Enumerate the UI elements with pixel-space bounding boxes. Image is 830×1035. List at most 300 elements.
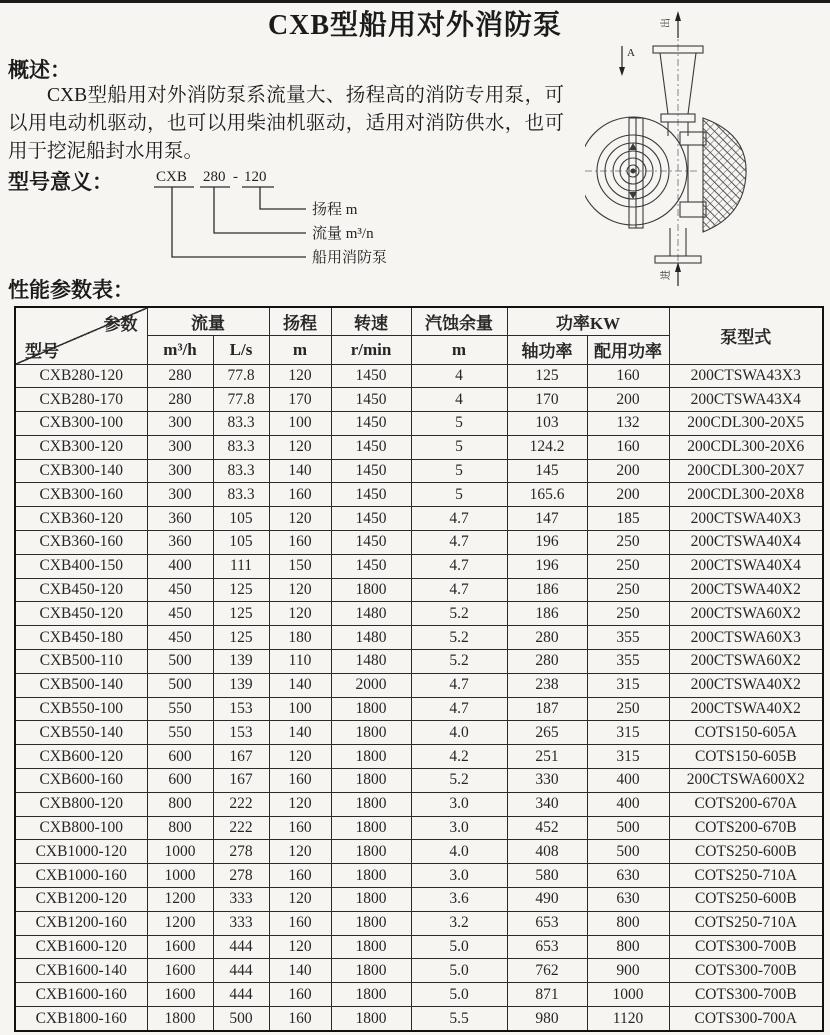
table-cell: 83.3 [213,435,269,459]
model-meaning-heading: 型号意义： [8,170,113,194]
table-row [15,650,823,674]
table-cell: 83.3 [213,459,269,483]
table-cell: 120 [269,840,331,864]
table-cell: 800 [587,911,669,935]
table-cell: 1800 [331,816,411,840]
table-cell: 140 [269,673,331,697]
table-cell: 120 [269,888,331,912]
table-cell: 200CTSWA40X4 [669,531,823,555]
table-row [15,816,823,840]
table-cell: 150 [269,554,331,578]
table-cell: CXB300-160 [15,483,147,507]
overview-paragraph: CXB型船用对外消防泵系流量大、扬程高的消防专用泵，可以用电动机驱动，也可以用柴油机驱动，适用对消防供水，也可用于挖泥船封水用泵。 [8,85,564,162]
table-cell: 5 [411,483,507,507]
table-cell: CXB1800-160 [15,1007,147,1031]
table-cell: 160 [587,435,669,459]
table-cell: 5.2 [411,602,507,626]
model-label-flow: 流量 m³/n [312,226,374,242]
corner-model-label: 型号 [25,341,59,361]
table-cell: 4.7 [411,578,507,602]
table-row [15,626,823,650]
header-npsh: 汽蚀余量 [411,307,507,335]
header-speed-unit: r/min [331,335,411,364]
table-cell: 5.2 [411,650,507,674]
header-shaft-power: 轴功率 [507,335,587,364]
table-cell: 4.0 [411,840,507,864]
table-cell: COTS150-605A [669,721,823,745]
table-cell: 5.2 [411,626,507,650]
header-flow: 流量 [147,307,269,335]
table-cell: 1450 [331,507,411,531]
table-cell: 278 [213,840,269,864]
table-cell: 200CTSWA600X2 [669,769,823,793]
table-cell: 1450 [331,364,411,388]
table-cell: CXB800-120 [15,792,147,816]
table-cell: 200CTSWA43X3 [669,364,823,388]
table-cell: 871 [507,983,587,1007]
table-cell: CXB500-140 [15,673,147,697]
table-cell: 500 [147,673,213,697]
table-cell: 1450 [331,483,411,507]
view-a-arrow [619,46,635,76]
header-power: 功率KW [507,307,669,335]
table-cell: 3.0 [411,864,507,888]
table-row [15,554,823,578]
table-cell: 1480 [331,602,411,626]
table-cell: 1800 [331,697,411,721]
table-row [15,911,823,935]
table-cell: 762 [507,959,587,983]
table-cell: 100 [269,697,331,721]
table-row [15,840,823,864]
table-cell: 333 [213,911,269,935]
table-row [15,1007,823,1031]
model-code-head: 120 [244,169,267,185]
table-cell: 5 [411,459,507,483]
table-cell: 1800 [331,864,411,888]
table-cell: 1800 [331,911,411,935]
inlet-label: 进 [661,270,672,280]
table-cell: 500 [147,650,213,674]
table-cell: 200CDL300-20X7 [669,459,823,483]
table-cell: CXB550-140 [15,721,147,745]
table-cell: 77.8 [213,364,269,388]
table-cell: 160 [269,1007,331,1031]
table-cell: 160 [269,816,331,840]
table-cell: CXB1000-160 [15,864,147,888]
table-cell: 4.7 [411,673,507,697]
table-cell: 200CTSWA40X3 [669,507,823,531]
table-cell: 4.2 [411,745,507,769]
table-cell: 160 [269,911,331,935]
table-cell: 5.2 [411,769,507,793]
table-cell: CXB1200-120 [15,888,147,912]
table-cell: 120 [269,935,331,959]
model-code-flow: 280 [203,169,226,185]
table-cell: 120 [269,602,331,626]
table-cell: 200CDL300-20X5 [669,412,823,436]
table-cell: 4.7 [411,531,507,555]
table-cell: 147 [507,507,587,531]
table-row [15,412,823,436]
table-cell: 630 [587,888,669,912]
table-cell: COTS150-605B [669,745,823,769]
motor-end-dome [703,118,746,232]
table-cell: 3.2 [411,911,507,935]
table-cell: CXB1600-140 [15,959,147,983]
table-cell: 408 [507,840,587,864]
table-cell: 900 [587,959,669,983]
table-cell: 167 [213,769,269,793]
table-cell: 300 [147,459,213,483]
table-cell: 222 [213,816,269,840]
table-cell: 140 [269,459,331,483]
table-header-row-1 [15,307,823,335]
table-cell: 111 [213,554,269,578]
table-cell: 153 [213,697,269,721]
table-cell: COTS300-700B [669,983,823,1007]
table-cell: 400 [147,554,213,578]
model-label-pump: 船用消防泵 [312,250,388,266]
header-flow-ls: L/s [213,335,269,364]
table-cell: 200CTSWA40X2 [669,673,823,697]
table-cell: 340 [507,792,587,816]
table-cell: 196 [507,531,587,555]
table-cell: 3.0 [411,792,507,816]
table-cell: 550 [147,697,213,721]
table-cell: CXB400-150 [15,554,147,578]
table-cell: 196 [507,554,587,578]
table-cell: 1800 [331,769,411,793]
table-cell: 187 [507,697,587,721]
table-cell: 600 [147,769,213,793]
table-cell: 5.0 [411,959,507,983]
table-cell: 100 [269,412,331,436]
table-cell: 1800 [331,745,411,769]
table-cell: 452 [507,816,587,840]
table-cell: 1480 [331,626,411,650]
table-cell: 250 [587,554,669,578]
model-code-prefix: CXB [156,169,187,185]
table-row [15,888,823,912]
outlet-flow-arrow [659,11,681,38]
table-cell: COTS200-670B [669,816,823,840]
table-cell: 125 [213,626,269,650]
table-cell: 1600 [147,983,213,1007]
table-cell: 250 [587,531,669,555]
table-row [15,935,823,959]
table-cell: 200CTSWA40X2 [669,697,823,721]
table-cell: 360 [147,531,213,555]
table-cell: 251 [507,745,587,769]
table-cell: 186 [507,578,587,602]
table-cell: CXB600-120 [15,745,147,769]
table-cell: CXB300-120 [15,435,147,459]
table-cell: 105 [213,507,269,531]
table-row [15,864,823,888]
table-cell: 186 [507,602,587,626]
table-cell: 77.8 [213,388,269,412]
table-cell: 200CTSWA60X2 [669,602,823,626]
table-cell: 280 [147,364,213,388]
table-cell: 132 [587,412,669,436]
table-cell: 450 [147,602,213,626]
table-cell: 170 [507,388,587,412]
table-cell: 120 [269,792,331,816]
table-cell: 400 [587,769,669,793]
table-cell: 170 [269,388,331,412]
table-cell: 1450 [331,459,411,483]
table-cell: 1800 [331,721,411,745]
table-cell: 5.0 [411,935,507,959]
table-cell: CXB450-120 [15,578,147,602]
table-cell: 200CDL300-20X8 [669,483,823,507]
performance-parameters-table [14,306,824,1032]
table-cell: 1800 [331,959,411,983]
table-cell: CXB800-100 [15,816,147,840]
table-row [15,697,823,721]
table-cell: 139 [213,673,269,697]
table-cell: 330 [507,769,587,793]
table-cell: CXB1000-120 [15,840,147,864]
table-cell: 450 [147,626,213,650]
table-cell: 125 [507,364,587,388]
table-cell: 200CTSWA60X2 [669,650,823,674]
table-cell: COTS250-600B [669,840,823,864]
header-pump-type: 泵型式 [669,307,823,364]
table-cell: 2000 [331,673,411,697]
table-cell: 280 [507,626,587,650]
table-cell: CXB300-100 [15,412,147,436]
header-npsh-unit: m [411,335,507,364]
table-cell: 1200 [147,911,213,935]
table-cell: 500 [213,1007,269,1031]
table-cell: 103 [507,412,587,436]
table-cell: COTS250-600B [669,888,823,912]
table-row [15,531,823,555]
table-cell: 444 [213,959,269,983]
table-cell: 200CTSWA43X4 [669,388,823,412]
model-label-head: 扬程 m [312,202,358,218]
table-cell: 145 [507,459,587,483]
table-cell: 265 [507,721,587,745]
table-cell: 200CTSWA60X3 [669,626,823,650]
outlet-label: 出 [661,18,672,28]
table-cell: 110 [269,650,331,674]
table-cell: 500 [587,840,669,864]
table-cell: 400 [587,792,669,816]
page-title: CXB型船用对外消防泵 [267,10,563,41]
table-cell: 300 [147,412,213,436]
table-cell: 1000 [147,864,213,888]
table-cell: 4.7 [411,697,507,721]
table-cell: 315 [587,721,669,745]
table-cell: 278 [213,864,269,888]
table-cell: 315 [587,745,669,769]
table-cell: 1120 [587,1007,669,1031]
table-cell: 200 [587,388,669,412]
table-cell: 160 [269,483,331,507]
table-body [15,364,823,1031]
table-cell: CXB280-120 [15,364,147,388]
table-cell: 200CDL300-20X6 [669,435,823,459]
table-cell: 1800 [331,792,411,816]
table-cell: 250 [587,602,669,626]
table-cell: 444 [213,983,269,1007]
table-cell: 120 [269,435,331,459]
table-cell: COTS300-700A [669,1007,823,1031]
table-cell: 4 [411,364,507,388]
table-row [15,483,823,507]
table-cell: 200 [587,459,669,483]
corner-parameter-label: 参数 [103,315,138,334]
table-cell: 1800 [147,1007,213,1031]
table-cell: 1800 [331,983,411,1007]
table-cell: 1450 [331,554,411,578]
table-cell: 4.7 [411,554,507,578]
table-cell: 1800 [331,888,411,912]
table-row [15,507,823,531]
table-row [15,959,823,983]
table-cell: 1450 [331,435,411,459]
corner-header-cell [15,307,147,364]
table-cell: 5.0 [411,983,507,1007]
table-cell: 140 [269,959,331,983]
table-cell: 250 [587,578,669,602]
table-cell: 300 [147,435,213,459]
table-cell: 300 [147,483,213,507]
table-cell: 500 [587,816,669,840]
table-cell: 4.7 [411,507,507,531]
table-cell: 1800 [331,840,411,864]
table-cell: 490 [507,888,587,912]
table-row [15,673,823,697]
table-cell: 550 [147,721,213,745]
table-cell: 800 [587,935,669,959]
table-cell: CXB1600-120 [15,935,147,959]
table-cell: CXB450-120 [15,602,147,626]
table-cell: 4 [411,388,507,412]
table-cell: CXB500-110 [15,650,147,674]
table-cell: 653 [507,935,587,959]
header-speed: 转速 [331,307,411,335]
table-cell: 160 [269,769,331,793]
table-cell: 200CTSWA40X4 [669,554,823,578]
table-cell: 120 [269,578,331,602]
table-cell: 180 [269,626,331,650]
table-cell: 800 [147,792,213,816]
table-cell: 120 [269,507,331,531]
table-cell: 83.3 [213,483,269,507]
table-cell: 160 [269,983,331,1007]
pump-technical-drawing [585,6,830,290]
table-cell: 3.0 [411,816,507,840]
table-cell: 980 [507,1007,587,1031]
header-head: 扬程 [269,307,331,335]
table-cell: 139 [213,650,269,674]
table-cell: 120 [269,364,331,388]
table-cell: 630 [587,864,669,888]
table-cell: 800 [147,816,213,840]
header-rated-power: 配用功率 [587,335,669,364]
table-row [15,721,823,745]
table-row [15,769,823,793]
table-section-heading: 性能参数表： [8,278,134,302]
table-cell: 167 [213,745,269,769]
table-cell: 333 [213,888,269,912]
table-cell: 450 [147,578,213,602]
overview-heading: 概述： [8,58,71,82]
table-cell: 160 [269,864,331,888]
table-cell: CXB360-160 [15,531,147,555]
table-cell: 1200 [147,888,213,912]
table-cell: 580 [507,864,587,888]
view-a-label: A [627,47,635,59]
table-row [15,459,823,483]
table-cell: 124.2 [507,435,587,459]
table-cell: 165.6 [507,483,587,507]
table-cell: 140 [269,721,331,745]
table-cell: 1480 [331,650,411,674]
table-row [15,435,823,459]
table-cell: 1450 [331,531,411,555]
table-cell: 200 [587,483,669,507]
table-cell: 1800 [331,1007,411,1031]
table-cell: 315 [587,673,669,697]
table-cell: 105 [213,531,269,555]
table-cell: 600 [147,745,213,769]
table-cell: CXB300-140 [15,459,147,483]
table-row [15,578,823,602]
table-cell: 653 [507,911,587,935]
table-cell: 160 [269,531,331,555]
table-cell: CXB1600-160 [15,983,147,1007]
table-cell: 160 [587,364,669,388]
table-cell: 1600 [147,935,213,959]
table-cell: 222 [213,792,269,816]
table-cell: 360 [147,507,213,531]
header-head-unit: m [269,335,331,364]
table-cell: COTS250-710A [669,864,823,888]
table-cell: 153 [213,721,269,745]
table-cell: 125 [213,578,269,602]
table-cell: 444 [213,935,269,959]
table-cell: 1800 [331,578,411,602]
table-cell: 355 [587,650,669,674]
table-cell: CXB360-120 [15,507,147,531]
table-row [15,745,823,769]
table-row [15,364,823,388]
table-cell: 280 [147,388,213,412]
table-cell: COTS200-670A [669,792,823,816]
table-cell: CXB1200-160 [15,911,147,935]
table-cell: 4.0 [411,721,507,745]
table-cell: 1450 [331,412,411,436]
table-cell: 185 [587,507,669,531]
table-cell: 1600 [147,959,213,983]
table-cell: COTS300-700B [669,935,823,959]
header-flow-m3h: m³/h [147,335,213,364]
table-cell: 5 [411,412,507,436]
table-cell: 1450 [331,388,411,412]
table-cell: 125 [213,602,269,626]
table-cell: 3.6 [411,888,507,912]
table-cell: 250 [587,697,669,721]
table-cell: 355 [587,626,669,650]
table-cell: 1000 [147,840,213,864]
table-cell: COTS300-700B [669,959,823,983]
inlet-flow-arrow [659,262,681,286]
